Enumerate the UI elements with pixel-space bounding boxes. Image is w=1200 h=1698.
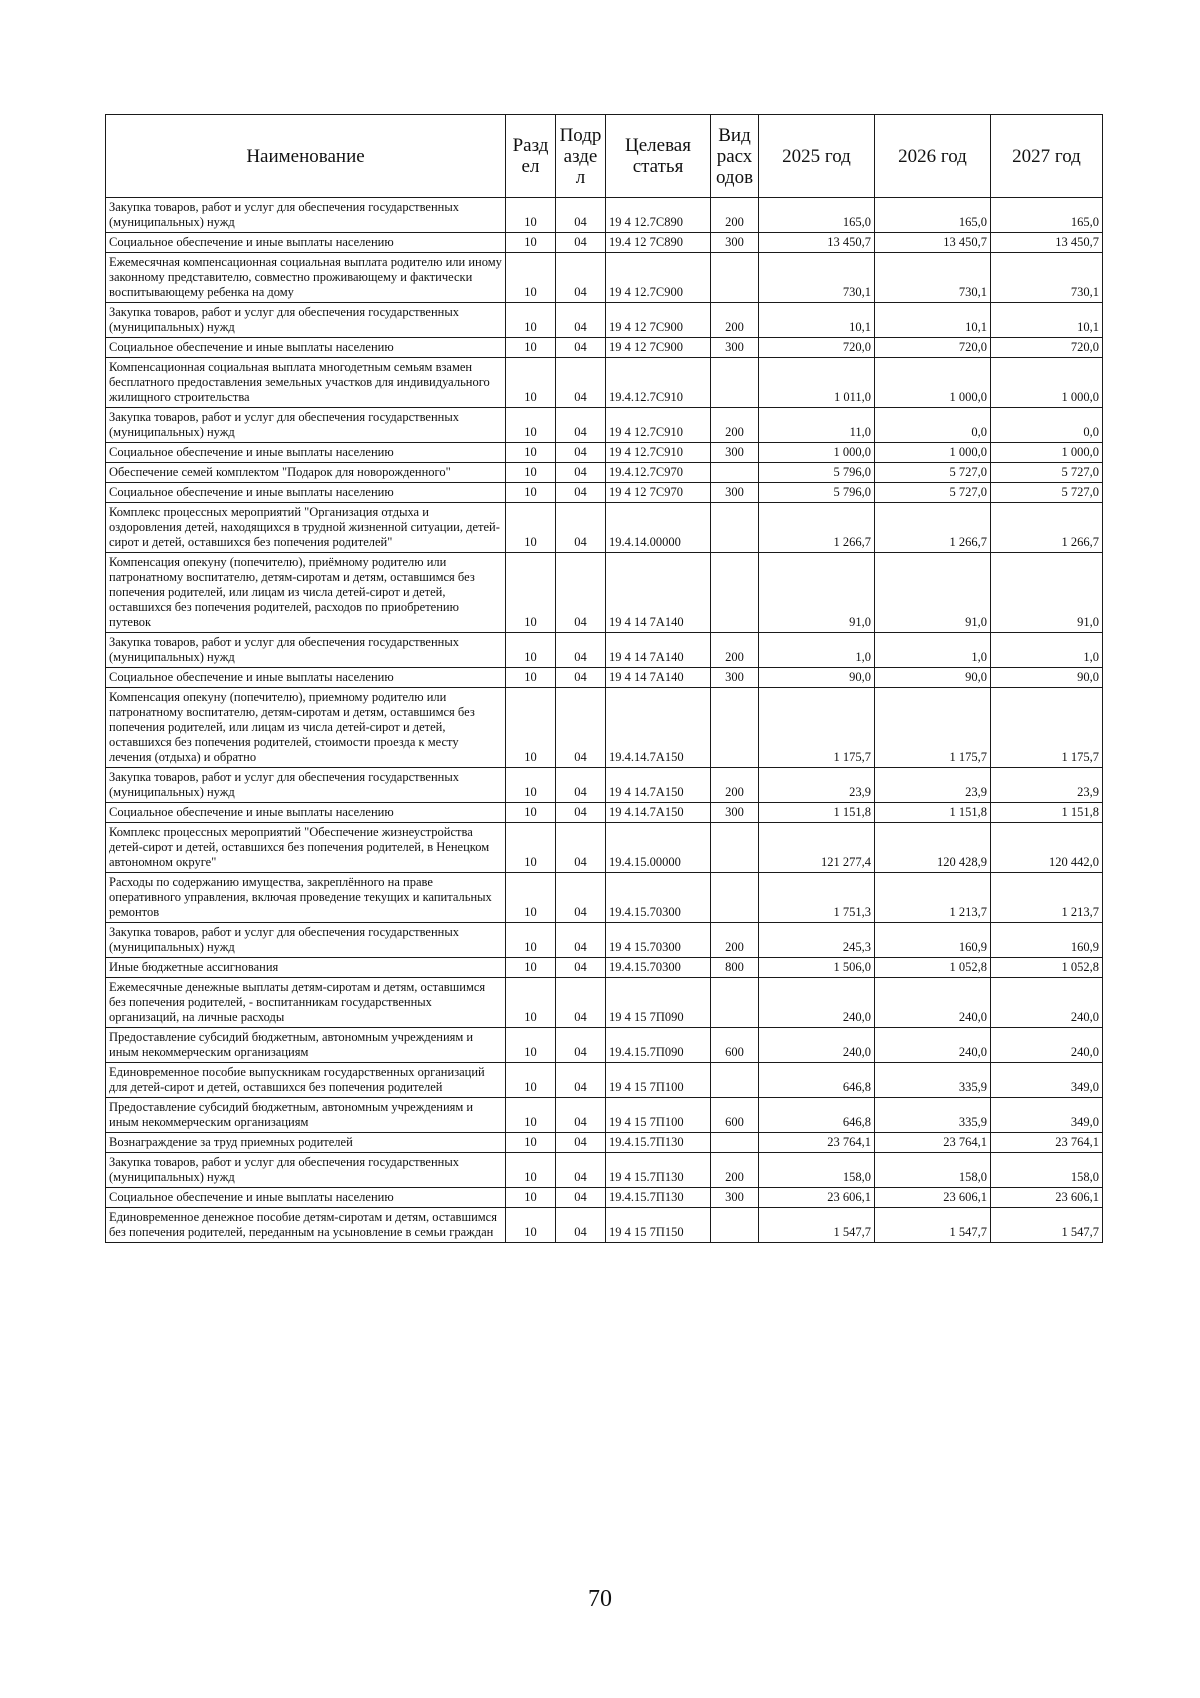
- cell-tselevaya-statya: 19 4 15 7П150: [606, 1208, 711, 1243]
- cell-2027: 1,0: [991, 633, 1103, 668]
- cell-tselevaya-statya: 19 4 14 7А140: [606, 633, 711, 668]
- cell-tselevaya-statya: 19 4 12.7С890: [606, 198, 711, 233]
- cell-2026: 1 175,7: [875, 688, 991, 768]
- cell-2026: 158,0: [875, 1153, 991, 1188]
- table-row: [106, 338, 1103, 358]
- cell-name: Ежемесячная компенсационная социальная выплата родителю или иному законному представителю, совместно проживающему и фактически воспитывающему ребенка на дому: [106, 253, 506, 303]
- cell-2025: 720,0: [759, 338, 875, 358]
- cell-name: Социальное обеспечение и иные выплаты населению: [106, 233, 506, 253]
- cell-razdel: 10: [506, 958, 556, 978]
- cell-2025: 91,0: [759, 553, 875, 633]
- page-number: 70: [588, 1586, 612, 1612]
- cell-vid-raskhodov: 200: [711, 303, 759, 338]
- cell-vid-raskhodov: [711, 358, 759, 408]
- cell-2025: 158,0: [759, 1153, 875, 1188]
- header-2027: 2027 год: [991, 115, 1103, 198]
- cell-razdel: 10: [506, 198, 556, 233]
- cell-razdel: 10: [506, 233, 556, 253]
- table-row: [106, 483, 1103, 503]
- cell-podrazdel: 04: [556, 633, 606, 668]
- cell-podrazdel: 04: [556, 1133, 606, 1153]
- cell-2025: 90,0: [759, 668, 875, 688]
- cell-2025: 1,0: [759, 633, 875, 668]
- table-row: [106, 1208, 1103, 1243]
- cell-razdel: 10: [506, 873, 556, 923]
- cell-podrazdel: 04: [556, 503, 606, 553]
- cell-tselevaya-statya: 19 4 15 7П100: [606, 1098, 711, 1133]
- cell-2027: 158,0: [991, 1153, 1103, 1188]
- cell-tselevaya-statya: 19.4.12.7С970: [606, 463, 711, 483]
- table-row: [106, 303, 1103, 338]
- cell-vid-raskhodov: 200: [711, 198, 759, 233]
- header-podrazdel: Подр азде л: [556, 115, 606, 198]
- table-body: [106, 198, 1103, 1243]
- cell-tselevaya-statya: 19 4.14.7А150: [606, 803, 711, 823]
- cell-2025: 1 751,3: [759, 873, 875, 923]
- cell-tselevaya-statya: 19 4 12 7С900: [606, 303, 711, 338]
- cell-vid-raskhodov: [711, 978, 759, 1028]
- cell-name: Закупка товаров, работ и услуг для обеспечения государственных (муниципальных) нужд: [106, 923, 506, 958]
- cell-2026: 1 052,8: [875, 958, 991, 978]
- cell-razdel: 10: [506, 408, 556, 443]
- cell-tselevaya-statya: 19.4.15.7П130: [606, 1133, 711, 1153]
- cell-name: Единовременное денежное пособие детям-сиротам и детям, оставшимся без попечения родителей, переданным на усыновление в семьи граждан: [106, 1208, 506, 1243]
- cell-2027: 91,0: [991, 553, 1103, 633]
- table-row: [106, 668, 1103, 688]
- cell-podrazdel: 04: [556, 553, 606, 633]
- cell-razdel: 10: [506, 503, 556, 553]
- cell-2026: 10,1: [875, 303, 991, 338]
- cell-2027: 1 175,7: [991, 688, 1103, 768]
- cell-vid-raskhodov: 200: [711, 633, 759, 668]
- cell-razdel: 10: [506, 253, 556, 303]
- cell-razdel: 10: [506, 923, 556, 958]
- cell-tselevaya-statya: 19.4.15.00000: [606, 823, 711, 873]
- cell-tselevaya-statya: 19 4 14 7А140: [606, 668, 711, 688]
- table-row: [106, 803, 1103, 823]
- cell-2027: 349,0: [991, 1063, 1103, 1098]
- cell-razdel: 10: [506, 688, 556, 768]
- cell-vid-raskhodov: 200: [711, 923, 759, 958]
- cell-razdel: 10: [506, 823, 556, 873]
- cell-2026: 1,0: [875, 633, 991, 668]
- cell-razdel: 10: [506, 553, 556, 633]
- cell-tselevaya-statya: 19 4 12.7С910: [606, 443, 711, 463]
- table-header-row: [106, 115, 1103, 198]
- table-row: [106, 958, 1103, 978]
- cell-vid-raskhodov: 200: [711, 408, 759, 443]
- cell-name: Иные бюджетные ассигнования: [106, 958, 506, 978]
- cell-2027: 240,0: [991, 1028, 1103, 1063]
- cell-tselevaya-statya: 19 4 15 7П090: [606, 978, 711, 1028]
- cell-name: Компенсация опекуну (попечителю), приемному родителю или патронатному воспитателю, детям-сиротам и детям, оставшимся без попечения родителей, или лицам из числа детей-сирот и детей, оставшихся без попечения родителей, стоимости проезда к месту лечения (отдыха) и обратно: [106, 688, 506, 768]
- cell-razdel: 10: [506, 338, 556, 358]
- cell-name: Ежемесячные денежные выплаты детям-сиротам и детям, оставшимся без попечения родителей, - воспитанникам государственных организаций, на личные расходы: [106, 978, 506, 1028]
- cell-2025: 13 450,7: [759, 233, 875, 253]
- cell-podrazdel: 04: [556, 358, 606, 408]
- cell-2026: 1 547,7: [875, 1208, 991, 1243]
- cell-vid-raskhodov: 300: [711, 1188, 759, 1208]
- cell-2026: 160,9: [875, 923, 991, 958]
- cell-2027: 720,0: [991, 338, 1103, 358]
- table-row: [106, 253, 1103, 303]
- cell-2027: 240,0: [991, 978, 1103, 1028]
- table-row: [106, 923, 1103, 958]
- cell-podrazdel: 04: [556, 958, 606, 978]
- table-row: [106, 1153, 1103, 1188]
- cell-name: Закупка товаров, работ и услуг для обеспечения государственных (муниципальных) нужд: [106, 1153, 506, 1188]
- cell-podrazdel: 04: [556, 338, 606, 358]
- cell-razdel: 10: [506, 668, 556, 688]
- cell-vid-raskhodov: [711, 823, 759, 873]
- cell-name: Закупка товаров, работ и услуг для обеспечения государственных (муниципальных) нужд: [106, 198, 506, 233]
- cell-vid-raskhodov: 600: [711, 1098, 759, 1133]
- cell-2026: 0,0: [875, 408, 991, 443]
- cell-podrazdel: 04: [556, 198, 606, 233]
- cell-name: Вознаграждение за труд приемных родителей: [106, 1133, 506, 1153]
- cell-name: Закупка товаров, работ и услуг для обеспечения государственных (муниципальных) нужд: [106, 768, 506, 803]
- cell-razdel: 10: [506, 1063, 556, 1098]
- header-vid-raskhodov: Вид расх одов: [711, 115, 759, 198]
- cell-vid-raskhodov: 300: [711, 668, 759, 688]
- cell-tselevaya-statya: 19 4 14.7А150: [606, 768, 711, 803]
- cell-2026: 240,0: [875, 1028, 991, 1063]
- cell-podrazdel: 04: [556, 443, 606, 463]
- cell-name: Комплекс процессных мероприятий "Обеспечение жизнеустройства детей-сирот и детей, оставшихся без попечения родителей, в Ненецком автономном округе": [106, 823, 506, 873]
- cell-name: Компенсация опекуну (попечителю), приёмному родителю или патронатному воспитателю, детям-сиротам и детям, оставшимся без попечения родителей, или лицам из числа детей-сирот и детей, оставшихся без попечения родителей, расходов по приобретению путевок: [106, 553, 506, 633]
- cell-name: Единовременное пособие выпускникам государственных организаций для детей-сирот и детей, оставшихся без попечения родителей: [106, 1063, 506, 1098]
- cell-name: Предоставление субсидий бюджетным, автономным учреждениям и иным некоммерческим организациям: [106, 1098, 506, 1133]
- cell-name: Закупка товаров, работ и услуг для обеспечения государственных (муниципальных) нужд: [106, 633, 506, 668]
- cell-2026: 335,9: [875, 1098, 991, 1133]
- header-2025: 2025 год: [759, 115, 875, 198]
- cell-vid-raskhodov: [711, 688, 759, 768]
- cell-vid-raskhodov: [711, 1063, 759, 1098]
- cell-2026: 730,1: [875, 253, 991, 303]
- cell-tselevaya-statya: 19.4.15.70300: [606, 873, 711, 923]
- cell-2026: 1 000,0: [875, 443, 991, 463]
- cell-2026: 23 764,1: [875, 1133, 991, 1153]
- cell-tselevaya-statya: 19 4 14 7А140: [606, 553, 711, 633]
- cell-podrazdel: 04: [556, 803, 606, 823]
- cell-podrazdel: 04: [556, 1153, 606, 1188]
- cell-2027: 13 450,7: [991, 233, 1103, 253]
- cell-vid-raskhodov: [711, 553, 759, 633]
- cell-name: Предоставление субсидий бюджетным, автономным учреждениям и иным некоммерческим организациям: [106, 1028, 506, 1063]
- cell-tselevaya-statya: 19.4 12 7С890: [606, 233, 711, 253]
- cell-tselevaya-statya: 19 4 15 7П100: [606, 1063, 711, 1098]
- cell-2026: 165,0: [875, 198, 991, 233]
- cell-name: Социальное обеспечение и иные выплаты населению: [106, 483, 506, 503]
- cell-vid-raskhodov: 300: [711, 803, 759, 823]
- cell-vid-raskhodov: 600: [711, 1028, 759, 1063]
- cell-razdel: 10: [506, 1133, 556, 1153]
- cell-tselevaya-statya: 19 4 15.7П130: [606, 1153, 711, 1188]
- cell-2027: 1 000,0: [991, 443, 1103, 463]
- header-name: Наименование: [106, 115, 506, 198]
- cell-2026: 720,0: [875, 338, 991, 358]
- cell-2025: 1 266,7: [759, 503, 875, 553]
- cell-2027: 5 727,0: [991, 483, 1103, 503]
- cell-razdel: 10: [506, 1028, 556, 1063]
- cell-2026: 1 000,0: [875, 358, 991, 408]
- cell-2027: 120 442,0: [991, 823, 1103, 873]
- cell-2026: 1 151,8: [875, 803, 991, 823]
- cell-tselevaya-statya: 19.4.15.70300: [606, 958, 711, 978]
- cell-podrazdel: 04: [556, 823, 606, 873]
- table-row: [106, 553, 1103, 633]
- table-row: [106, 873, 1103, 923]
- cell-tselevaya-statya: 19.4.15.7П130: [606, 1188, 711, 1208]
- table-row: [106, 633, 1103, 668]
- cell-tselevaya-statya: 19.4.12.7С910: [606, 358, 711, 408]
- cell-2026: 335,9: [875, 1063, 991, 1098]
- cell-vid-raskhodov: 300: [711, 443, 759, 463]
- cell-2026: 23 606,1: [875, 1188, 991, 1208]
- cell-2025: 23 606,1: [759, 1188, 875, 1208]
- table-row: [106, 1098, 1103, 1133]
- cell-tselevaya-statya: 19.4.14.00000: [606, 503, 711, 553]
- cell-razdel: 10: [506, 303, 556, 338]
- cell-2027: 0,0: [991, 408, 1103, 443]
- cell-2025: 730,1: [759, 253, 875, 303]
- cell-2026: 1 213,7: [875, 873, 991, 923]
- cell-2026: 5 727,0: [875, 483, 991, 503]
- cell-tselevaya-statya: 19 4 12.7С900: [606, 253, 711, 303]
- cell-vid-raskhodov: [711, 503, 759, 553]
- cell-name: Закупка товаров, работ и услуг для обеспечения государственных (муниципальных) нужд: [106, 408, 506, 443]
- cell-vid-raskhodov: [711, 1133, 759, 1153]
- cell-2026: 23,9: [875, 768, 991, 803]
- cell-2027: 730,1: [991, 253, 1103, 303]
- cell-name: Расходы по содержанию имущества, закреплённого на праве оперативного управления, включая проведение текущих и капитальных ремонтов: [106, 873, 506, 923]
- cell-2027: 1 213,7: [991, 873, 1103, 923]
- table-row: [106, 768, 1103, 803]
- cell-podrazdel: 04: [556, 1098, 606, 1133]
- cell-2027: 10,1: [991, 303, 1103, 338]
- cell-2027: 90,0: [991, 668, 1103, 688]
- cell-razdel: 10: [506, 1208, 556, 1243]
- table-row: [106, 233, 1103, 253]
- table-row: [106, 1188, 1103, 1208]
- cell-vid-raskhodov: [711, 1208, 759, 1243]
- cell-vid-raskhodov: [711, 463, 759, 483]
- cell-podrazdel: 04: [556, 253, 606, 303]
- cell-2027: 23 764,1: [991, 1133, 1103, 1153]
- cell-vid-raskhodov: 300: [711, 483, 759, 503]
- header-tselevaya-statya: Целевая статья: [606, 115, 711, 198]
- cell-2025: 165,0: [759, 198, 875, 233]
- cell-podrazdel: 04: [556, 483, 606, 503]
- table-row: [106, 823, 1103, 873]
- cell-razdel: 10: [506, 358, 556, 408]
- cell-name: Социальное обеспечение и иные выплаты населению: [106, 338, 506, 358]
- cell-podrazdel: 04: [556, 463, 606, 483]
- cell-2026: 1 266,7: [875, 503, 991, 553]
- cell-2027: 1 151,8: [991, 803, 1103, 823]
- cell-name: Компенсационная социальная выплата многодетным семьям взамен бесплатного предоставления земельных участков для индивидуального жилищного строительства: [106, 358, 506, 408]
- cell-2027: 1 266,7: [991, 503, 1103, 553]
- cell-2026: 5 727,0: [875, 463, 991, 483]
- cell-2027: 349,0: [991, 1098, 1103, 1133]
- table-row: [106, 358, 1103, 408]
- header-razdel: Разд ел: [506, 115, 556, 198]
- cell-podrazdel: 04: [556, 1208, 606, 1243]
- cell-razdel: 10: [506, 443, 556, 463]
- cell-podrazdel: 04: [556, 1028, 606, 1063]
- cell-name: Социальное обеспечение и иные выплаты населению: [106, 1188, 506, 1208]
- cell-2027: 1 052,8: [991, 958, 1103, 978]
- cell-2026: 13 450,7: [875, 233, 991, 253]
- cell-vid-raskhodov: [711, 253, 759, 303]
- cell-tselevaya-statya: 19 4 12.7С910: [606, 408, 711, 443]
- cell-podrazdel: 04: [556, 303, 606, 338]
- cell-razdel: 10: [506, 483, 556, 503]
- cell-razdel: 10: [506, 978, 556, 1028]
- cell-2025: 121 277,4: [759, 823, 875, 873]
- table-row: [106, 463, 1103, 483]
- cell-razdel: 10: [506, 1098, 556, 1133]
- cell-2025: 240,0: [759, 978, 875, 1028]
- cell-razdel: 10: [506, 768, 556, 803]
- cell-2027: 1 547,7: [991, 1208, 1103, 1243]
- table-row: [106, 978, 1103, 1028]
- cell-2025: 240,0: [759, 1028, 875, 1063]
- cell-2026: 240,0: [875, 978, 991, 1028]
- cell-name: Социальное обеспечение и иные выплаты населению: [106, 803, 506, 823]
- cell-2027: 23 606,1: [991, 1188, 1103, 1208]
- cell-2026: 120 428,9: [875, 823, 991, 873]
- cell-podrazdel: 04: [556, 688, 606, 768]
- cell-podrazdel: 04: [556, 1063, 606, 1098]
- cell-2025: 646,8: [759, 1063, 875, 1098]
- cell-name: Социальное обеспечение и иные выплаты населению: [106, 443, 506, 463]
- cell-2025: 245,3: [759, 923, 875, 958]
- cell-vid-raskhodov: 200: [711, 1153, 759, 1188]
- cell-podrazdel: 04: [556, 408, 606, 443]
- cell-2025: 1 506,0: [759, 958, 875, 978]
- cell-2025: 11,0: [759, 408, 875, 443]
- cell-razdel: 10: [506, 463, 556, 483]
- cell-name: Комплекс процессных мероприятий "Организация отдыха и оздоровления детей, находящихся в трудной жизненной ситуации, детей-сирот и детей, оставшихся без попечения родителей": [106, 503, 506, 553]
- table-row: [106, 1028, 1103, 1063]
- cell-razdel: 10: [506, 633, 556, 668]
- cell-razdel: 10: [506, 1153, 556, 1188]
- cell-tselevaya-statya: 19 4 15.70300: [606, 923, 711, 958]
- table-row: [106, 443, 1103, 463]
- cell-podrazdel: 04: [556, 923, 606, 958]
- cell-name: Обеспечение семей комплектом "Подарок для новорожденного": [106, 463, 506, 483]
- cell-podrazdel: 04: [556, 873, 606, 923]
- cell-razdel: 10: [506, 1188, 556, 1208]
- cell-2025: 646,8: [759, 1098, 875, 1133]
- cell-podrazdel: 04: [556, 668, 606, 688]
- cell-tselevaya-statya: 19 4 12 7С970: [606, 483, 711, 503]
- cell-tselevaya-statya: 19.4.14.7А150: [606, 688, 711, 768]
- cell-2027: 165,0: [991, 198, 1103, 233]
- cell-2027: 1 000,0: [991, 358, 1103, 408]
- cell-razdel: 10: [506, 803, 556, 823]
- cell-2027: 160,9: [991, 923, 1103, 958]
- cell-vid-raskhodov: [711, 873, 759, 923]
- header-2026: 2026 год: [875, 115, 991, 198]
- table-row: [106, 1133, 1103, 1153]
- cell-2027: 23,9: [991, 768, 1103, 803]
- cell-tselevaya-statya: 19.4.15.7П090: [606, 1028, 711, 1063]
- table-row: [106, 198, 1103, 233]
- cell-2025: 5 796,0: [759, 483, 875, 503]
- cell-2025: 10,1: [759, 303, 875, 338]
- budget-table: [105, 114, 1103, 1243]
- table-row: [106, 688, 1103, 768]
- cell-2026: 91,0: [875, 553, 991, 633]
- cell-2025: 5 796,0: [759, 463, 875, 483]
- cell-2025: 1 000,0: [759, 443, 875, 463]
- cell-2027: 5 727,0: [991, 463, 1103, 483]
- cell-2025: 1 547,7: [759, 1208, 875, 1243]
- cell-2025: 23,9: [759, 768, 875, 803]
- cell-2026: 90,0: [875, 668, 991, 688]
- cell-2025: 1 175,7: [759, 688, 875, 768]
- cell-podrazdel: 04: [556, 1188, 606, 1208]
- cell-vid-raskhodov: 300: [711, 338, 759, 358]
- cell-2025: 1 151,8: [759, 803, 875, 823]
- cell-2025: 1 011,0: [759, 358, 875, 408]
- cell-tselevaya-statya: 19 4 12 7С900: [606, 338, 711, 358]
- cell-2025: 23 764,1: [759, 1133, 875, 1153]
- cell-name: Социальное обеспечение и иные выплаты населению: [106, 668, 506, 688]
- cell-podrazdel: 04: [556, 978, 606, 1028]
- cell-podrazdel: 04: [556, 233, 606, 253]
- cell-name: Закупка товаров, работ и услуг для обеспечения государственных (муниципальных) нужд: [106, 303, 506, 338]
- table-row: [106, 1063, 1103, 1098]
- cell-podrazdel: 04: [556, 768, 606, 803]
- cell-vid-raskhodov: 300: [711, 233, 759, 253]
- cell-vid-raskhodov: 800: [711, 958, 759, 978]
- table-row: [106, 503, 1103, 553]
- cell-vid-raskhodov: 200: [711, 768, 759, 803]
- table-row: [106, 408, 1103, 443]
